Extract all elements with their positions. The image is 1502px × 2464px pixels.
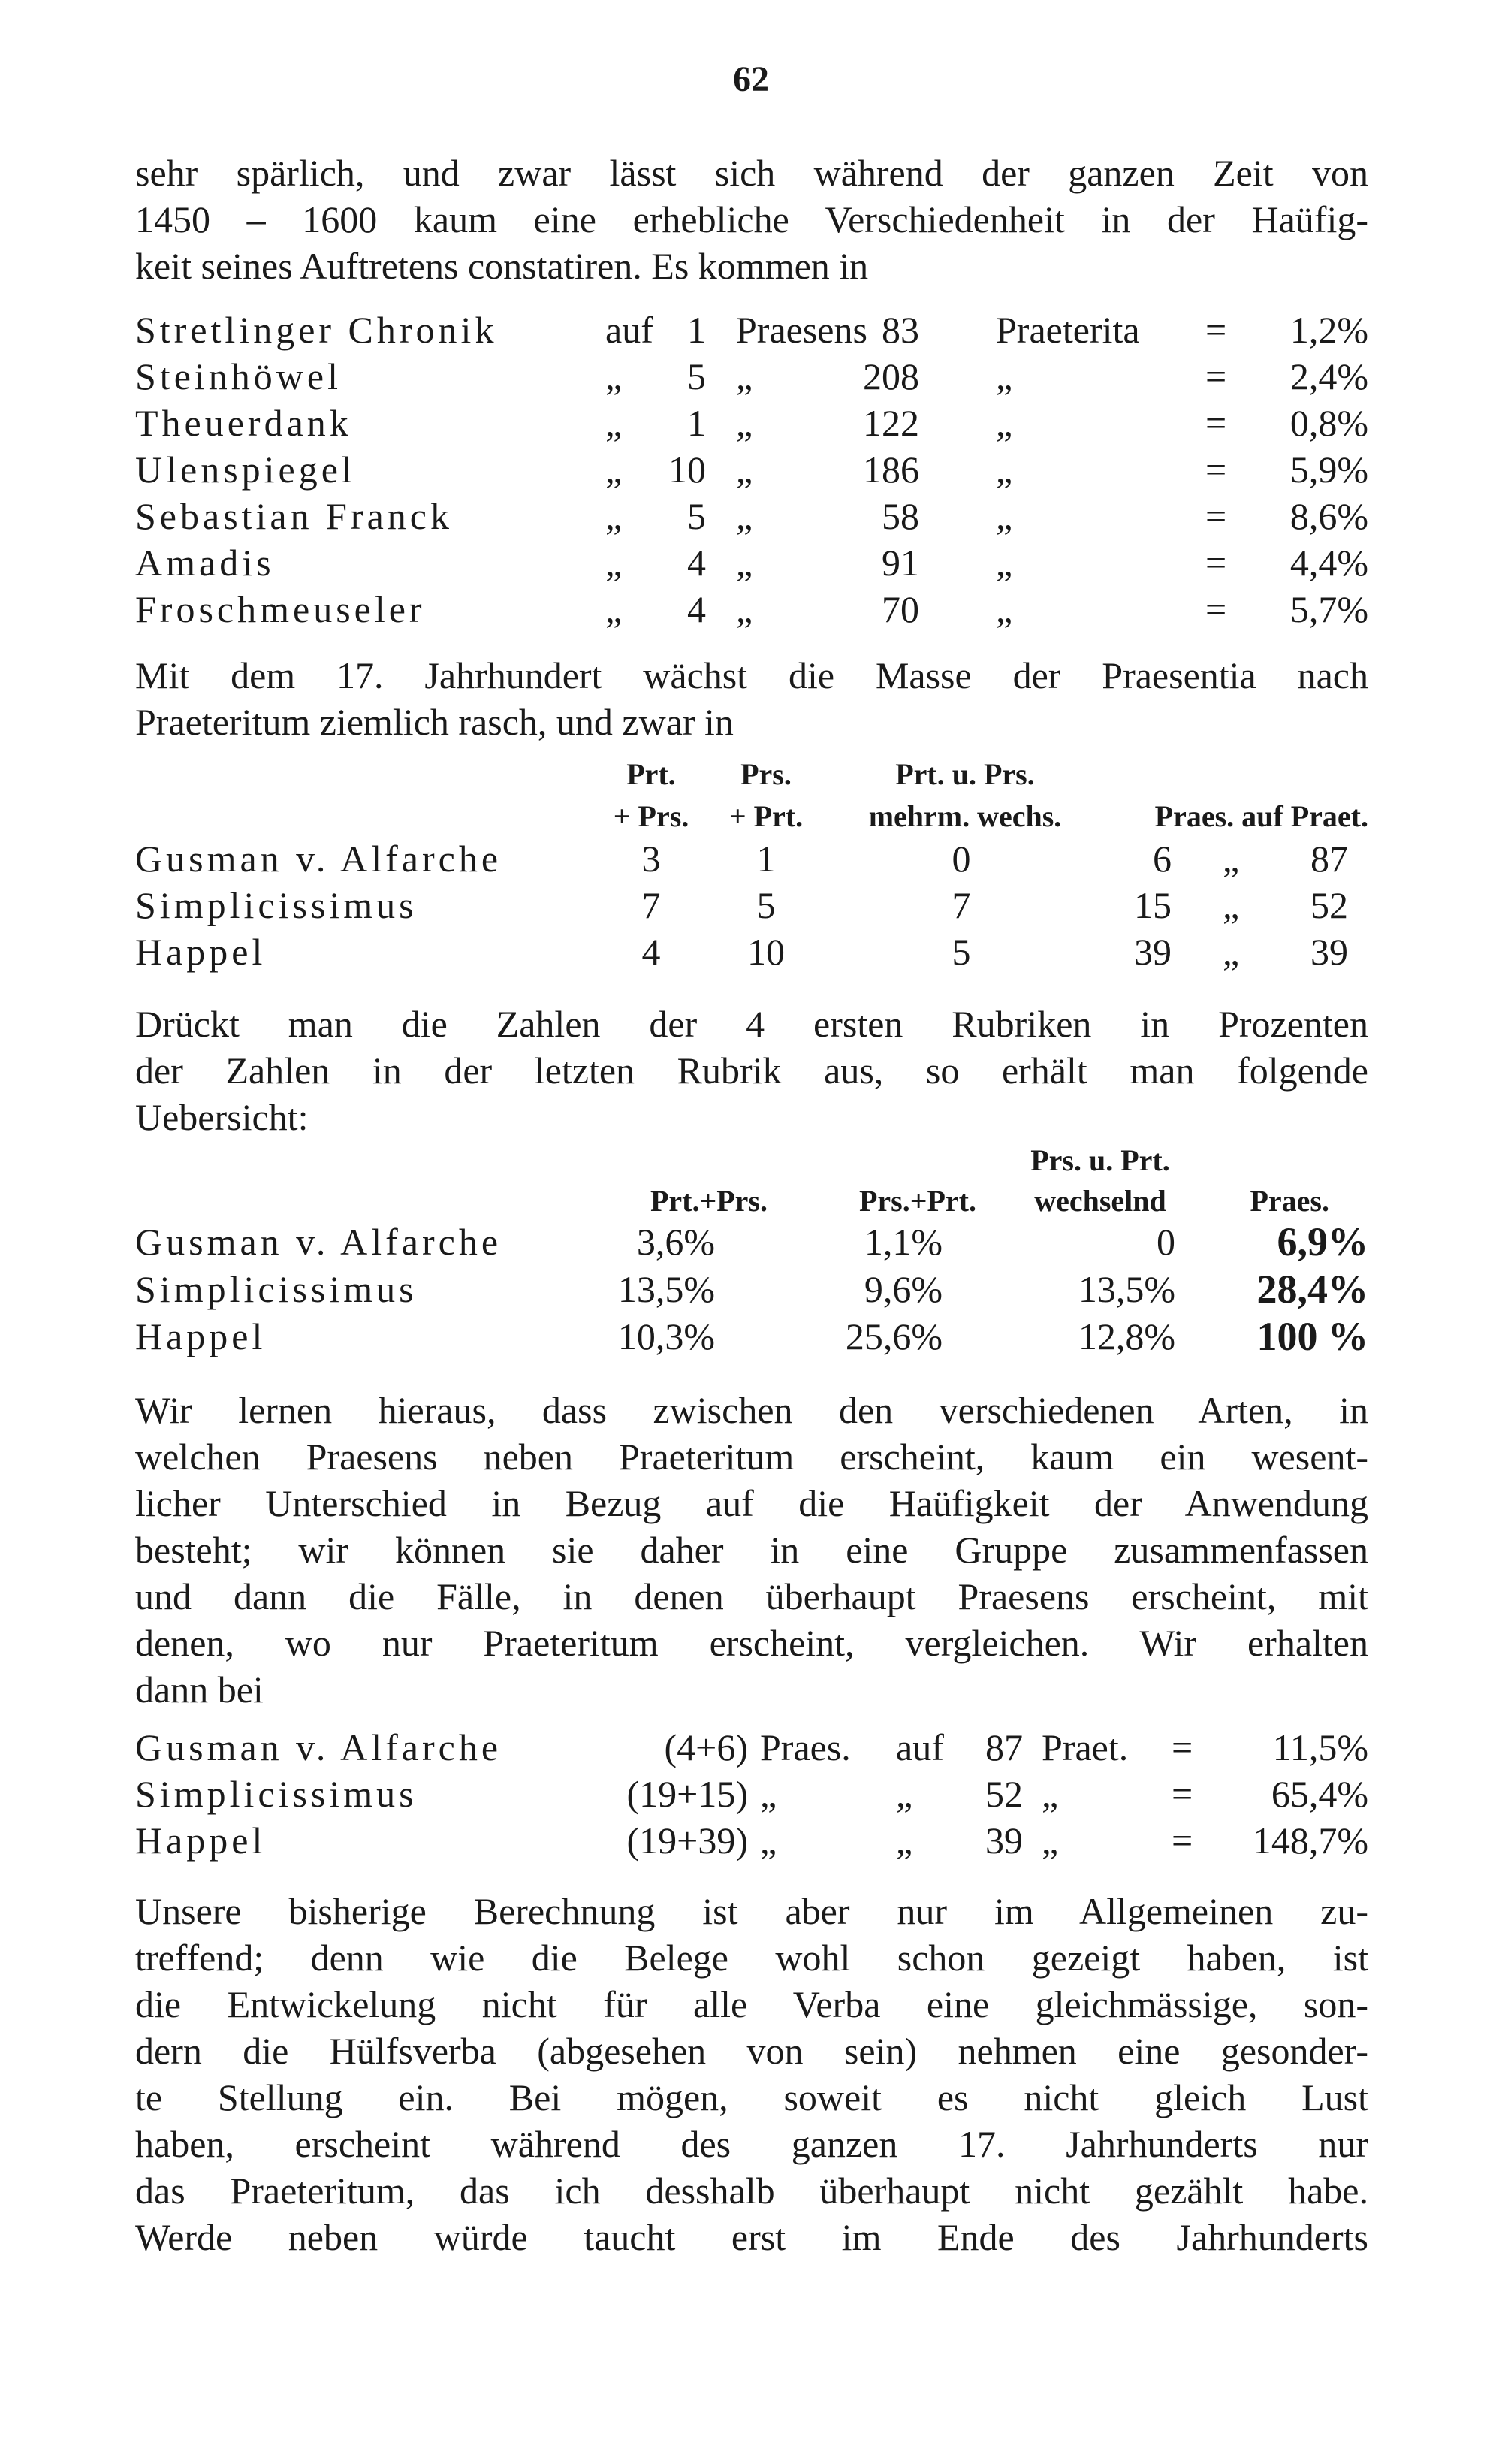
percentage: 1,2% — [1289, 309, 1368, 351]
praesens-count: 4 — [687, 588, 706, 630]
table-row — [0, 493, 1502, 539]
percentage: 10,3% — [617, 1315, 715, 1357]
paragraph-5 — [135, 1888, 1368, 2260]
label-cell: „ — [736, 495, 753, 537]
text-line: haben, erscheint während des ganzen 17. Jahrhunderts nur — [135, 2123, 1368, 2165]
table-header-row — [0, 1137, 1502, 1184]
percentage: 4,4% — [1289, 542, 1368, 584]
source-name: Ulenspiegel — [135, 448, 356, 491]
equals-sign: = — [1205, 448, 1227, 491]
paragraph-2 — [135, 652, 1368, 745]
value-cell: 6 — [1153, 838, 1172, 880]
percentage: 100 % — [1256, 1314, 1368, 1359]
sum-expression: (19+39) — [626, 1819, 748, 1862]
table-percentages — [0, 1137, 1502, 1363]
label-cell: „ — [1042, 1819, 1059, 1862]
source-name: Steinhöwel — [135, 355, 342, 397]
label-cell: Praes. — [760, 1726, 851, 1768]
column-header: Prt. — [626, 757, 676, 791]
percentage: 13,5% — [617, 1268, 715, 1310]
label-cell: Praeterita — [996, 309, 1140, 351]
column-header: Praes. auf Praet. — [1154, 799, 1368, 833]
source-name: Simplicissimus — [135, 884, 418, 926]
source-name: Gusman v. Alfarche — [135, 1726, 502, 1768]
value-cell: 7 — [641, 884, 661, 926]
praeterita-count: 70 — [882, 588, 919, 630]
source-name: Gusman v. Alfarche — [135, 1221, 502, 1263]
table-row — [0, 306, 1502, 353]
label-cell: „ — [605, 542, 623, 584]
praeterita-count: 83 — [882, 309, 919, 351]
label-cell: „ — [996, 495, 1013, 537]
table-row — [0, 539, 1502, 586]
ditto-mark: „ — [1223, 838, 1240, 880]
text-line: dann bei — [135, 1668, 264, 1711]
text-line: welchen Praesens neben Praeteritum erscheint, kaum ein wesent- — [135, 1436, 1368, 1478]
equals-sign: = — [1205, 588, 1227, 630]
label-cell: „ — [760, 1773, 777, 1815]
text-line: die Entwickelung nicht für alle Verba eine gleichmässige, son- — [135, 1983, 1368, 2025]
praesens-count: 5 — [687, 495, 706, 537]
label-cell: „ — [996, 448, 1013, 491]
ditto-mark: „ — [1223, 931, 1240, 973]
table-header-row — [0, 751, 1502, 798]
source-name: Happel — [135, 1819, 267, 1862]
sum-expression: (19+15) — [626, 1773, 748, 1815]
label-cell: „ — [605, 588, 623, 630]
label-cell: „ — [760, 1819, 777, 1862]
sum-expression: (4+6) — [664, 1726, 748, 1768]
table-row — [0, 400, 1502, 446]
percentage: 5,7% — [1289, 588, 1368, 630]
equals-sign: = — [1172, 1819, 1193, 1862]
text-line: Mit dem 17. Jahrhundert wächst die Masse der Praesentia nach — [135, 654, 1368, 696]
column-header: Prs.+Prt. — [858, 1184, 976, 1218]
table-combined-ratio — [0, 1724, 1502, 1874]
percentage: 28,4% — [1256, 1267, 1368, 1312]
praeterita-count: 58 — [882, 495, 919, 537]
percentage: 9,6% — [864, 1268, 943, 1310]
praeterita-count: 87 — [985, 1726, 1023, 1768]
label-cell: auf — [896, 1726, 944, 1768]
percentage: 2,4% — [1289, 355, 1368, 397]
value-cell: 87 — [1310, 838, 1348, 880]
value-cell: 5 — [756, 884, 776, 926]
source-name: Happel — [135, 1315, 267, 1357]
column-header: Prt.+Prs. — [650, 1184, 768, 1218]
page-number: 62 — [733, 59, 769, 99]
table-row — [0, 929, 1502, 975]
praesens-count: 1 — [687, 402, 706, 444]
text-line: sehr spärlich, und zwar lässt sich während der ganzen Zeit von — [135, 152, 1368, 194]
table-tense-counts-16th-century — [0, 306, 1502, 637]
equals-sign: = — [1205, 309, 1227, 351]
paragraph-1 — [135, 149, 1368, 289]
value-cell: 10 — [747, 931, 785, 973]
percentage: 148,7% — [1252, 1819, 1368, 1862]
column-header: wechselnd — [1034, 1184, 1166, 1218]
percentage: 5,9% — [1289, 448, 1368, 491]
label-cell: Praet. — [1042, 1726, 1129, 1768]
value-cell: 7 — [952, 884, 971, 926]
praesens-count: 1 — [687, 309, 706, 351]
value-cell: 4 — [641, 931, 661, 973]
value-cell: 52 — [1310, 884, 1348, 926]
text-line: licher Unterschied in Bezug auf die Haüfigkeit der Anwendung — [135, 1482, 1368, 1524]
equals-sign: = — [1205, 542, 1227, 584]
praeterita-count: 208 — [863, 355, 919, 397]
percentage: 65,4% — [1271, 1773, 1368, 1815]
equals-sign: = — [1172, 1773, 1193, 1815]
value-cell: 0 — [952, 838, 971, 880]
table-17th-century-counts — [0, 751, 1502, 977]
text-line: und dann die Fälle, in denen überhaupt Praesens erscheint, mit — [135, 1575, 1368, 1617]
ditto-mark: „ — [1223, 884, 1240, 926]
source-name: Froschmeuseler — [135, 588, 426, 630]
table-row — [0, 1313, 1502, 1360]
column-header: Prs. — [740, 757, 792, 791]
column-header: Prt. u. Prs. — [895, 757, 1035, 791]
table-header-row — [0, 1178, 1502, 1224]
value-cell: 39 — [1134, 931, 1172, 973]
text-line: treffend; denn wie die Belege wohl schon gezeigt haben, ist — [135, 1937, 1368, 1979]
label-cell: „ — [996, 402, 1013, 444]
table-row — [0, 1817, 1502, 1864]
equals-sign: = — [1205, 402, 1227, 444]
source-name: Stretlinger Chronik — [135, 309, 498, 351]
percentage: 3,6% — [636, 1221, 715, 1263]
value-cell: 1 — [756, 838, 776, 880]
label-cell: „ — [736, 355, 753, 397]
source-name: Gusman v. Alfarche — [135, 838, 502, 880]
text-line: 1450 – 1600 kaum eine erhebliche Verschiedenheit in der Haüfig- — [135, 198, 1368, 240]
text-line: dern die Hülfsverba (abgesehen von sein) nehmen eine gesonder- — [135, 2030, 1368, 2072]
column-header: + Prs. — [613, 799, 689, 833]
praesens-count: 10 — [668, 448, 706, 491]
label-cell: „ — [896, 1773, 913, 1815]
table-row — [0, 1724, 1502, 1771]
praeterita-count: 39 — [985, 1819, 1023, 1862]
table-row — [0, 1218, 1502, 1265]
text-line: Werde neben würde taucht erst im Ende des Jahrhunderts — [135, 2216, 1368, 2258]
label-cell: „ — [605, 355, 623, 397]
praeterita-count: 186 — [863, 448, 919, 491]
text-line: keit seines Auftretens constatiren. Es kommen in — [135, 245, 869, 287]
praeterita-count: 52 — [985, 1773, 1023, 1815]
label-cell: „ — [736, 402, 753, 444]
equals-sign: = — [1205, 355, 1227, 397]
label-cell: „ — [605, 402, 623, 444]
praeterita-count: 91 — [882, 542, 919, 584]
source-name: Happel — [135, 931, 267, 973]
label-cell: „ — [1042, 1773, 1059, 1815]
value-cell: 3 — [641, 838, 661, 880]
percentage: 13,5% — [1078, 1268, 1175, 1310]
text-line: Unsere bisherige Berechnung ist aber nur im Allgemeinen zu- — [135, 1890, 1368, 1932]
source-name: Simplicissimus — [135, 1268, 418, 1310]
value-cell: 39 — [1310, 931, 1348, 973]
praesens-count: 5 — [687, 355, 706, 397]
text-line: denen, wo nur Praeteritum erscheint, vergleichen. Wir erhalten — [135, 1622, 1368, 1664]
label-cell: Praesens — [736, 309, 867, 351]
percentage: 25,6% — [845, 1315, 943, 1357]
paragraph-4 — [135, 1387, 1368, 1713]
equals-sign: = — [1172, 1726, 1193, 1768]
label-cell: „ — [605, 448, 623, 491]
label-cell: „ — [736, 448, 753, 491]
column-header: mehrm. wechs. — [868, 799, 1062, 833]
text-line: der Zahlen in der letzten Rubrik aus, so erhält man folgende — [135, 1049, 1368, 1092]
percentage: 1,1% — [864, 1221, 943, 1263]
paragraph-3 — [135, 1001, 1368, 1140]
praesens-count: 4 — [687, 542, 706, 584]
label-cell: „ — [996, 588, 1013, 630]
table-row — [0, 446, 1502, 493]
percentage: 0,8% — [1289, 402, 1368, 444]
text-line: te Stellung ein. Bei mögen, soweit es nicht gleich Lust — [135, 2076, 1368, 2118]
label-cell: auf — [605, 309, 653, 351]
percentage: 11,5% — [1272, 1726, 1368, 1768]
source-name: Simplicissimus — [135, 1773, 418, 1815]
equals-sign: = — [1205, 495, 1227, 537]
label-cell: „ — [605, 495, 623, 537]
text-line: besteht; wir können sie daher in eine Gruppe zusammenfassen — [135, 1529, 1368, 1571]
label-cell: „ — [736, 542, 753, 584]
percentage: 12,8% — [1078, 1315, 1175, 1357]
value-cell: 5 — [952, 931, 971, 973]
table-row — [0, 882, 1502, 929]
label-cell: „ — [736, 588, 753, 630]
value-cell: 15 — [1134, 884, 1172, 926]
source-name: Amadis — [135, 542, 275, 584]
text-line: Drückt man die Zahlen der 4 ersten Rubriken in Prozenten — [135, 1003, 1368, 1045]
table-row — [0, 353, 1502, 400]
table-row — [0, 1266, 1502, 1312]
column-header: Prs. u. Prt. — [1030, 1143, 1170, 1177]
label-cell: „ — [896, 1819, 913, 1862]
percentage: 6,9% — [1277, 1219, 1368, 1264]
percentage: 8,6% — [1289, 495, 1368, 537]
label-cell: „ — [996, 542, 1013, 584]
text-line: das Praeteritum, das ich desshalb überhaupt nicht gezählt habe. — [135, 2170, 1368, 2212]
text-line: Wir lernen hieraus, dass zwischen den verschiedenen Arten, in — [135, 1389, 1368, 1431]
percentage: 0 — [1157, 1221, 1175, 1263]
table-row — [0, 835, 1502, 882]
column-header: Praes. — [1250, 1184, 1329, 1218]
table-row — [0, 586, 1502, 633]
source-name: Theuerdank — [135, 402, 352, 444]
table-header-row — [0, 793, 1502, 840]
source-name: Sebastian Franck — [135, 495, 453, 537]
column-header: + Prt. — [728, 799, 804, 833]
praeterita-count: 122 — [863, 402, 919, 444]
table-row — [0, 1771, 1502, 1817]
text-line: Uebersicht: — [135, 1096, 309, 1138]
text-line: Praeteritum ziemlich rasch, und zwar in — [135, 701, 734, 743]
label-cell: „ — [996, 355, 1013, 397]
